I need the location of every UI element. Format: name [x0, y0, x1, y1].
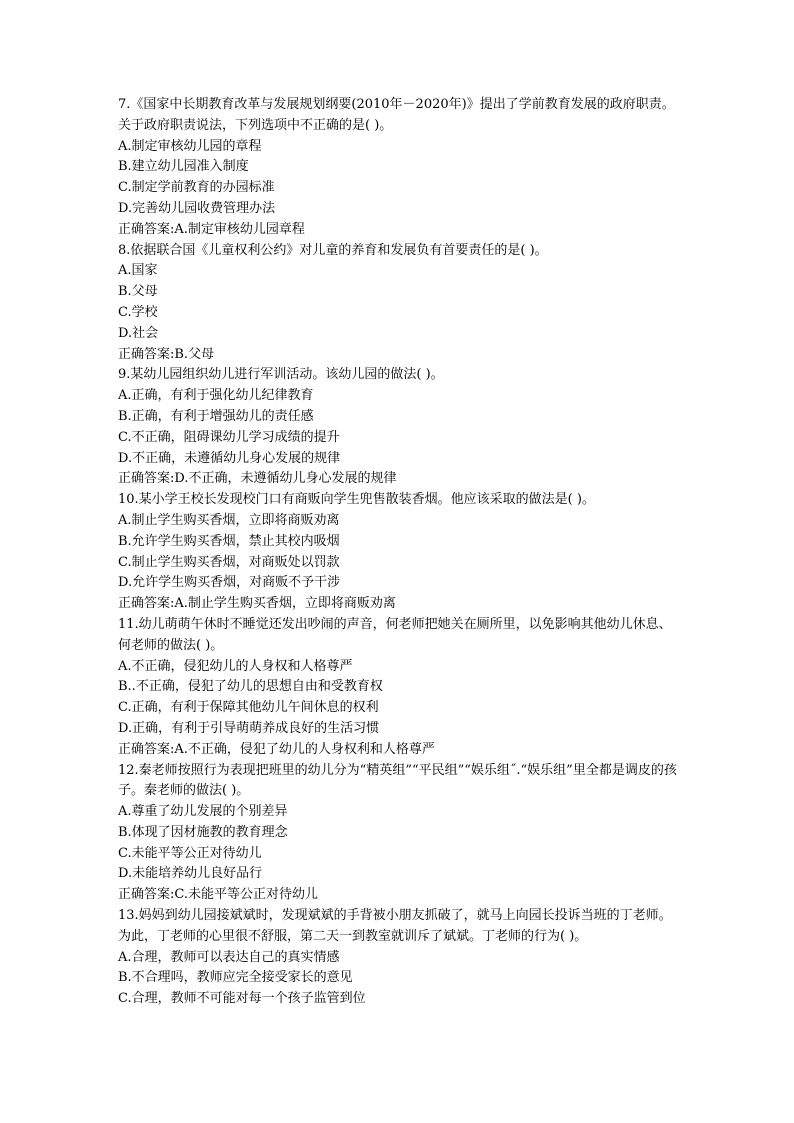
option: A.制止学生购买香烟，立即将商贩劝离 — [118, 512, 340, 528]
option: C.学校 — [118, 304, 158, 320]
option: D.正确，有利于引导萌萌养成良好的生活习惯 — [118, 720, 380, 736]
option: C.合理，教师不可能对每一个孩子监管到位 — [118, 991, 366, 1007]
option: D.社会 — [118, 325, 159, 341]
question-stem: 12.秦老师按照行为表现把班里的幼儿分为“精英组”“平民组”“娱乐组˝.“娱乐组”里全都是调皮的孩子。秦老师的做法( )。 — [118, 762, 677, 799]
question-stem: 13.妈妈到幼儿园接斌斌时，发现斌斌的手背被小朋友抓破了，就马上向园长投诉当班的丁老师。为此，丁老师的心里很不舒服，第二天一到教室就训斥了斌斌。丁老师的行为( )。 — [118, 908, 672, 944]
option: A.正确，有利于强化幼儿纪律教育 — [118, 388, 314, 404]
question-block — [118, 615, 678, 761]
option: B.体现了因材施教的教育理念 — [118, 824, 288, 840]
question-block — [118, 95, 678, 241]
option: A.国家 — [118, 263, 158, 279]
answer: 正确答案:A.制定审核幼儿园章程 — [118, 221, 305, 237]
answer: 正确答案:A.不正确，侵犯了幼儿的人身权利和人格尊严 — [118, 741, 435, 757]
option: B.正确，有利于增强幼儿的责任感 — [118, 408, 314, 424]
option: B.建立幼儿园准入制度 — [118, 159, 249, 175]
question-stem: 10.某小学王校长发现校门口有商贩向学生兜售散装香烟。他应该采取的做法是( )。 — [118, 492, 595, 508]
option: C.制定学前教育的办园标准 — [118, 180, 275, 196]
question-stem: 9.某幼儿园组织幼儿进行军训活动。该幼儿园的做法( )。 — [118, 367, 444, 383]
option: A.不正确，侵犯幼儿的人身权和人格尊严 — [118, 658, 353, 674]
question-block — [118, 241, 678, 366]
answer: 正确答案:A.制止学生购买香烟，立即将商贩劝离 — [118, 596, 396, 612]
option: B.允许学生购买香烟，禁止其校内吸烟 — [118, 533, 340, 549]
question-block — [118, 490, 678, 615]
option: A.尊重了幼儿发展的个别差异 — [118, 804, 288, 820]
answer: 正确答案:D.不正确，未遵循幼儿身心发展的规律 — [118, 471, 397, 487]
option: D.未能培养幼儿良好品行 — [118, 866, 263, 882]
question-stem: 8.依据联合国《儿童权利公约》对儿童的养育和发展负有首要责任的是( )。 — [118, 242, 548, 258]
question-stem: 11.幼儿萌萌午休时不睡觉还发出吵闹的声音，何老师把她关在厕所里，以免影响其他幼儿休息、何老师的做法( )。 — [118, 616, 672, 653]
answer: 正确答案:C.未能平等公正对待幼儿 — [118, 887, 318, 903]
option: A.制定审核幼儿园的章程 — [118, 138, 262, 154]
option: A.合理，教师可以表达自己的真实情感 — [118, 949, 340, 965]
question-block — [118, 365, 678, 490]
answer: 正确答案:B.父母 — [118, 346, 215, 362]
option: D.完善幼儿园收费管理办法 — [118, 200, 276, 216]
option: C.制止学生购买香烟，对商贩处以罚款 — [118, 554, 340, 570]
question-stem: 7.《国家中长期教育改革与发展规划纲要(2010年－2020年)》提出了学前教育发展的政府职责。关于政府职责说法，下列选项中不正确的是( )。 — [118, 97, 675, 133]
option: D.允许学生购买香烟，对商贩不予干涉 — [118, 575, 341, 591]
option: B.不合理吗，教师应完全接受家长的意见 — [118, 970, 353, 986]
question-block — [118, 761, 678, 907]
document-body — [118, 95, 678, 1010]
option: D.不正确，未遵循幼儿身心发展的规律 — [118, 450, 341, 466]
option: C.不正确，阻碍课幼儿学习成绩的提升 — [118, 429, 340, 445]
option: B..不正确，侵犯了幼儿的思想自由和受教育权 — [118, 679, 383, 695]
option: C.正确，有利于保障其他幼儿午间休息的权利 — [118, 700, 379, 716]
option: B.父母 — [118, 284, 158, 300]
question-block — [118, 906, 678, 1010]
option: C.未能平等公正对待幼儿 — [118, 845, 262, 861]
